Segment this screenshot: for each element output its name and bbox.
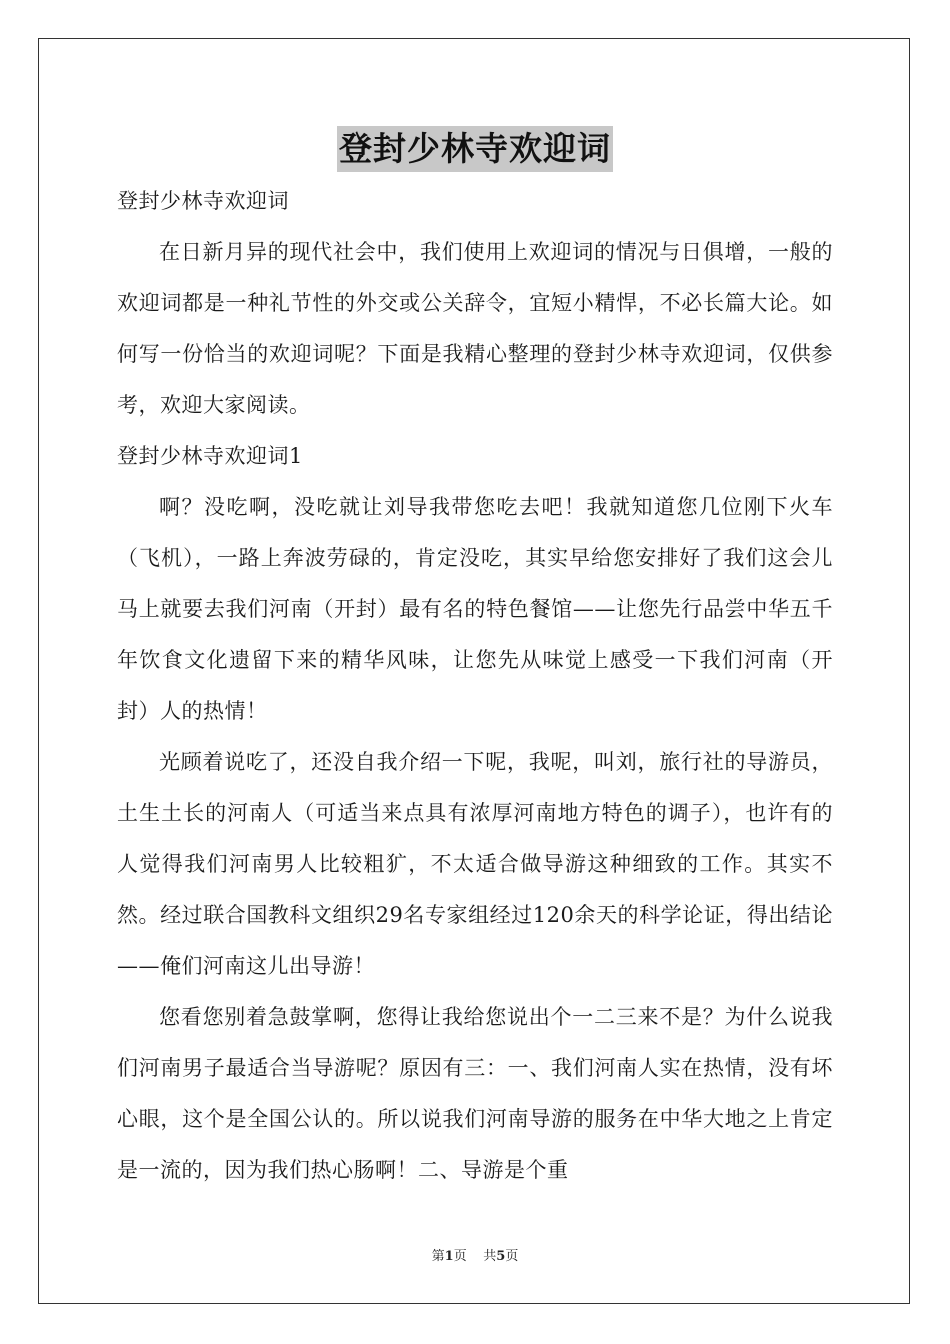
document-body	[117, 176, 833, 1196]
total-suffix: 页	[505, 1249, 519, 1264]
title-wrap	[0, 126, 950, 172]
body-paragraph-3: 您看您别着急鼓掌啊，您得让我给您说出个一二三来不是？为什么说我们河南男子最适合当导游呢？原因有三：一、我们河南人实在热情，没有坏心眼，这个是全国公认的。所以说我们河南导游的服务在中华大地之上肯定是一流的，因为我们热心肠啊！二、导游是个重	[117, 1005, 833, 1182]
intro-paragraph: 在日新月异的现代社会中，我们使用上欢迎词的情况与日俱增，一般的欢迎词都是一种礼节性的外交或公关辞令，宜短小精悍，不必长篇大论。如何写一份恰当的欢迎词呢？下面是我精心整理的登封少林寺欢迎词，仅供参考，欢迎大家阅读。	[117, 240, 833, 417]
section-heading: 登封少林寺欢迎词1	[117, 444, 303, 468]
total-prefix: 共	[483, 1249, 497, 1264]
page-current: 1	[444, 1249, 454, 1264]
page-suffix: 页	[453, 1249, 467, 1264]
page-total: 5	[496, 1249, 506, 1264]
body-paragraph-2: 光顾着说吃了，还没自我介绍一下呢，我呢，叫刘，旅行社的导游员，土生土长的河南人（可适当来点具有浓厚河南地方特色的调子），也许有的人觉得我们河南男人比较粗犷，不太适合做导游这种细致的工作。其实不然。经过联合国教科文组织29名专家组经过120余天的科学论证，得出结论——俺们河南这儿出导游！	[117, 750, 833, 978]
page-footer	[0, 1245, 950, 1264]
body-paragraph-1: 啊？没吃啊，没吃就让刘导我带您吃去吧！我就知道您几位刚下火车（飞机），一路上奔波劳碌的，肯定没吃，其实早给您安排好了我们这会儿马上就要去我们河南（开封）最有名的特色餐馆——让您先行品尝中华五千年饮食文化遗留下来的精华风味，让您先从味觉上感受一下我们河南（开封）人的热情！	[117, 495, 833, 723]
document-title: 登封少林寺欢迎词	[337, 126, 613, 172]
page-prefix: 第	[431, 1249, 445, 1264]
document-subtitle: 登封少林寺欢迎词	[117, 189, 289, 213]
